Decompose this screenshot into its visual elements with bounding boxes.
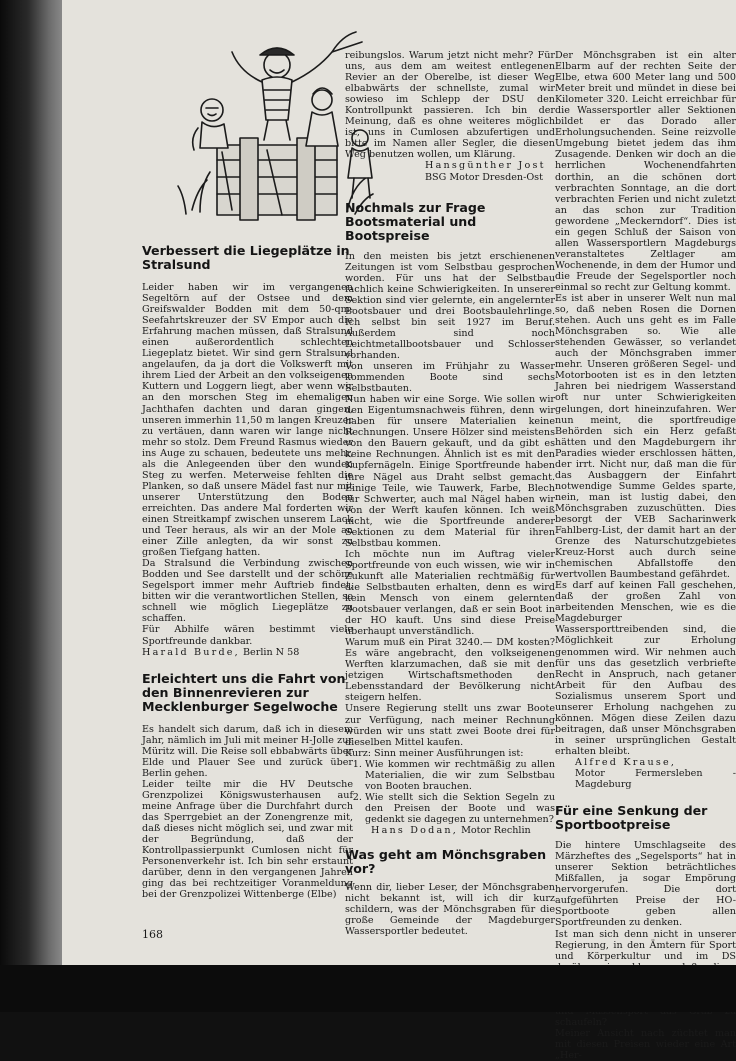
article-paragraph: Da Stralsund die Verbindung zwischen Bodden und See darstellt und der schöne Segelsport immer mehr Auftrieb findet, bitten wir die verantwortlichen Stellen, so schnell wie möglich Liegeplätze zu schaffen. — [142, 558, 353, 625]
signature-name: Harald Burde, — [142, 646, 240, 658]
article-paragraph: Warum muß ein Pirat 3240.— DM kosten? Es wäre angebracht, den volkseigenen Werften klarzumachen, daß sie mit den jetzigen Wirtschaftsmethoden den Lebensstandard der Bevölkerung nicht steigern helfen. — [345, 637, 555, 704]
article-paragraph: Wenn dir, lieber Leser, der Mönchsgraben nicht bekannt ist, will ich dir kurz schildern, was der Mönchsgraben für die große Gemeinde der Magdeburger Wassersportler bedeutet. — [345, 882, 555, 938]
article-paragraph: Von unseren im Frühjahr zu Wasser kommenden Boote sind sechs Selbstbauten. — [345, 361, 555, 395]
article-paragraph: Für Abhilfe wären bestimmt viele Sportfreunde dankbar. — [142, 624, 353, 647]
article-title: Verbessert die Liegeplätze in Stralsund — [142, 243, 350, 272]
signature-place: Motor Fermersleben - Magdeburg — [575, 768, 736, 791]
article-signature — [345, 160, 555, 171]
column-2 — [345, 0, 555, 937]
book-binding-shadow — [0, 0, 70, 1012]
numbered-list — [345, 759, 555, 825]
article-paragraph: Es ist aber in unserer Welt nun mal so, daß neben Rosen die Dornen stehen. Auch uns geht es im Falle Mönchsgraben so. Wie alle stehenden Gewässer, so verlandet auch der Mönchsgraben immer mehr. Unseren größeren Segel- und Motorbooten ist es in den letzten Jahren bei niedrigem Wasserstand oft nur unter Schwierigkeiten gelungen, dort hineinzufahren. Wer nun meint, die sportfreudige Behörden sich ein Herz gefaßt hätten und den Magdeburgern ihr Paradies wieder erschlossen hätten, der irrt. Nicht nur, daß man die für das Ausbaggern der Einfahrt notwendige Summe Geldes sparte, nein, man ist lustig dabei, den Mönchsgraben zuzuschütten. Dies besorgt der VEB Sacharinwerk Fahlberg-List, der damit hart an der Grenze des Naturschutzgebietes Kreuz-Horst auch durch seine chemischen Abfallstoffe den wertvollen Baumbestand gefährdet. — [555, 293, 736, 581]
column-3 — [555, 0, 736, 1061]
article-paragraph: Leider haben wir im vergangenen Segeltörn auf der Ostsee und dem Greifswalder Bodden mit dem 50-qm-Seefahrtskreuzer der SV Empor auch die Erfahrung machen müssen, daß Stralsund einen außerordentlich schlechten Liegeplatz bietet. Wir sind gern Stralsund angelaufen, da ja dort die Volkswerft mit ihrem Lied der Arbeit an den volkseigenen Kuttern und Loggern liegt, aber wenn wir an den morschen Steg im ehemaligen Jachthafen dachten und daran gingen, unseren immerhin 11,50 m langen Kreuzer zu vertäuen, dann waren wir lange nicht mehr so stolz. Dem Freund Rasmus wieder ins Auge zu schauen, bedeutete uns mehr, als die Anlegeenden über den wunden Steg zu werfen. Meterweise fehlten die Planken, so daß unsere Mädel fast nur mit unserer Unterstützung den Boden erreichten. Das andere Mal forderten wir einen Streitkampf zwischen unserem Lack und Teer heraus, als wir an der Mole an einer Zille anlegten, da wir sonst zu großen Tiefgang hatten. — [142, 282, 353, 559]
article-title: Nochmals zur Frage Bootsmaterial und Bootspreise — [345, 199, 486, 243]
signature-name: Hans Dodan, — [371, 825, 458, 836]
article-title: Was geht am Mönchsgraben vor? — [345, 847, 547, 877]
signature-place: Motor Rechlin — [461, 825, 531, 836]
article-paragraph: Ich möchte nun im Auftrag vieler Sportfreunde von euch wissen, wie wir in Zukunft alle Materialien rechtmäßig für die Selbstbauten erhalten, denn es wird kein Mensch von einem gelernten Bootsbauer verlangen, daß er sein Boot in der HO kauft. Uns sind diese Preise überhaupt unverständlich. — [345, 548, 555, 638]
article-paragraph: Kurz: Sinn meiner Ausführungen ist: — [345, 747, 524, 759]
list-item: 2. Wie stellt sich die Sektion Segeln zu den Preisen der Boote und was gedenkt sie dagegen zu unternehmen? — [365, 792, 555, 825]
signature-name: Alfred Krause, — [575, 757, 677, 768]
page-number: 168 — [142, 928, 163, 941]
article-paragraph: Meiner Ansicht nach züchtet man mit diesen Preisen wieder eine Art „Her- — [555, 1027, 736, 1061]
article-paragraph: Es handelt sich darum, daß ich in diesem Jahr, nämlich im Juli mit meiner H-Jolle zur Müritz will. Die Reise soll ebbabwärts über Elde und Plauer See und zurück über Berlin gehen. — [142, 723, 353, 779]
article-paragraph: Die hintere Umschlagseite des Märzheftes des „Segelsports“ hat in unserer Sektion beträchtliches Mißfallen, ja sogar Empörung hervorgerufen. Die dort aufgeführten Preise der HO-Sportboote geben allen Sportfreunden zu denken. — [555, 840, 736, 929]
article-paragraph: Ist man sich denn nicht in unserer Regierung, in den Ämtern für Sport und Körperkultur und im DS schaufeln? — [555, 928, 736, 1028]
signature-place: Berlin N 58 — [243, 646, 300, 658]
article-paragraph: Leider teilte mir die HV Deutsche Grenzpolizei Königswusterhausen auf meine Anfrage über die Durchfahrt durch das Sperrgebiet an der Zonengrenze mit, daß dieses nicht möglich sei, und zwar mit der Begründung, daß der Kontrollpassierpunkt Cumlosen nicht für Personenverkehr ist. Ich bin sehr erstaunt darüber, denn in den vergangenen Jahren ging das bei rechtzeitiger Voranmeldung bei der Grenzpolizei Wittenberge (Elbe) — [142, 778, 353, 901]
article-paragraph: Unsere Regierung stellt uns zwar Boote zur Verfügung, nach meiner Rechnung würden wir uns statt zwei Boote drei für dieselben Mittel kaufen. — [345, 703, 555, 748]
article-paragraph: Der Mönchsgraben ist ein alter Elbarm auf der rechten Seite der Elbe, etwa 600 Meter lang und 500 Meter breit und mündet in diese bei Kilometer 320. Leicht erreichbar für die Wassersportler aller Sektionen bildet er das Dorado aller Erholungsuchenden. Seine reizvolle Umgebung bietet jedem das ihm Zusagende. Denken wir doch an die herrlichen Wochenendfahrten dorthin, an die schönen dort verbrachten Sonntage, an die dort verbrachten Ferien und nicht zuletzt an das schon zur Tradition gewordene „Meckerndorf“. Dies ist ein gegen Schluß der Saison von allen Wassersportlern Magdeburgs veranstaltetes Zeltlager am Wochenende, in dem der Humor und die Freude der Segelsportler noch einmal so recht zur Geltung kommt. — [555, 50, 736, 293]
signature-name: Hansgünther Jost — [425, 160, 546, 172]
article-paragraph: Nun haben wir eine Sorge. Wie sollen wir den Eigentumsnachweis führen, denn wir haben für unsere Materialien keine Rechnungen. Unsere Hölzer sind meistens von den Bauern gekauft, und da gibt es keine Rechnungen. Ähnlich ist es mit den Kupfernägeln. Einige Sportfreunde haben ihre Nägel aus Draht selbst gemacht. Einige Teile, wie Tauwerk, Farbe, Blech für Schwerter, auch mal Nägel haben wir von der Werft kaufen können. Ich weiß nicht, wie die Sportfreunde anderer Sektionen zu dem Material für ihren Selbstbau kommen. — [345, 394, 555, 549]
signature-place: BSG Motor Dresden-Ost — [425, 171, 543, 183]
magazine-page — [62, 0, 736, 1061]
article-paragraph: reibungslos. Warum jetzt nicht mehr? Für uns, aus dem am weitest entlegenen Revier an der Oberelbe, ist dieser Weg elbabwärts der schnellste, zumal wir sowieso im Schlepp der DSU den Kontrollpunkt passieren. Ich bin der Meinung, daß es ohne weiteres möglich ist, uns in Cumlosen abzufertigen und bitte im Namen aller Segler, die diesen Weg benutzen wollen, um Klärung. — [345, 50, 555, 161]
article-signature — [345, 825, 555, 836]
scan-bottom-edge — [0, 965, 736, 1012]
article-signature — [555, 757, 736, 768]
article-paragraph: In den meisten bis jetzt erschienenen Zeitungen ist vom Selbstbau gesprochen worden. Für uns hat der Selbstbau fachlich keine Schwierigkeiten. In unserer Sektion sind vier gelernte, ein angelernter Bootsbauer und drei Bootsbaulehrlinge. Ich selbst bin seit 1927 im Beruf. Außerdem sind noch Leichtmetallbootsbauer und Schlosser vorhanden. — [345, 250, 555, 361]
article-paragraph: Es darf auf keinen Fall geschehen, daß der großen Zahl von arbeitenden Menschen, wie es die Magdeburger Wassersporttreibenden sind, die Möglichkeit zur Erholung genommen wird. Wir nehmen auch für uns das gesetzlich verbriefte Recht in Anspruch, nach getaner Arbeit für den Aufbau des Sozialismus unserem Sport und unserer Erholung nachgehen zu können. Mögen diese Zeilen dazu beitragen, daß unser Mönchsgraben in seiner ursprünglichen Gestalt erhalten bleibt. — [555, 580, 736, 757]
article-title: Für eine Senkung der Sportbootpreise — [555, 803, 708, 833]
article-signature — [142, 647, 353, 658]
list-item: 1. Wie kommen wir rechtmäßig zu allen Materialien, die wir zum Selbstbau von Booten brauchen. — [365, 759, 555, 792]
column-1 — [142, 0, 353, 900]
article-title: Erleichtert uns die Fahrt von den Binnenrevieren zur Mecklenburger Segelwoche — [142, 670, 346, 714]
